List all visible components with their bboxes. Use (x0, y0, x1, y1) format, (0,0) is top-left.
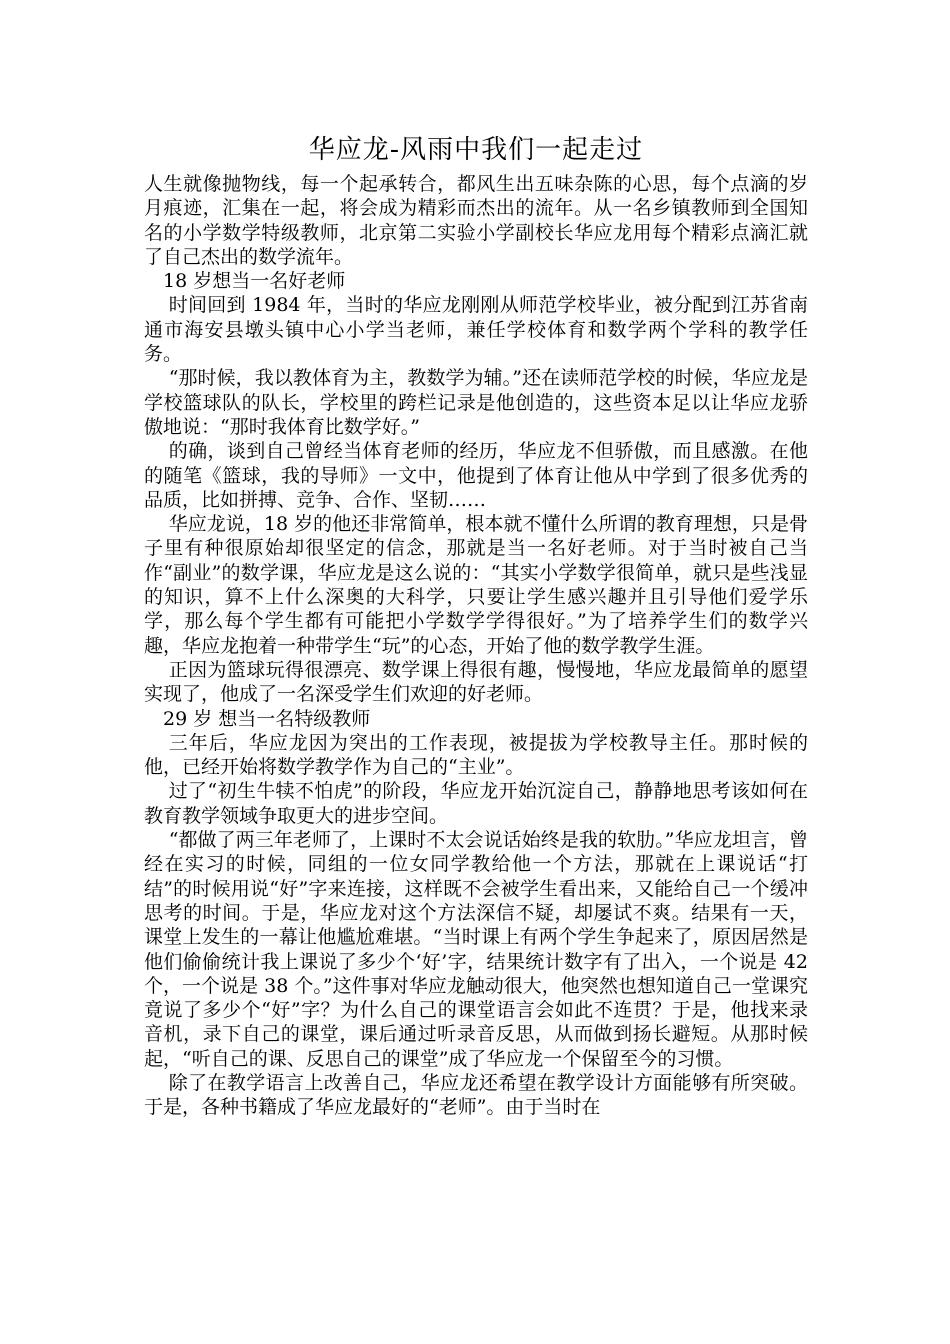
document-title: 华应龙-风雨中我们一起走过 (308, 135, 644, 165)
section-heading-18: 18 岁想当一名好老师 (163, 270, 346, 293)
section-heading-29: 29 岁 想当一名特级教师 (163, 707, 371, 730)
paragraph: 过了“初生牛犊不怕虎”的阶段，华应龙开始沉淀自己，静静地思考该如何在教育教学领域争取更大的进步空间。 (144, 780, 808, 827)
document-page (144, 130, 808, 1120)
paragraph: 时间回到 1984 年，当时的华应龙刚刚从师范学校毕业，被分配到江苏省南通市海安县墩头镇中心小学当老师，兼任学校体育和数学两个学科的教学任务。 (144, 294, 808, 366)
paragraph: 的确，谈到自己曾经当体育老师的经历，华应龙不但骄傲，而且感激。在他的随笔《篮球，我的导师》一文中，他提到了体育让他从中学到了很多优秀的品质，比如拼搏、竞争、合作、坚韧…… (144, 440, 808, 511)
paragraph: 除了在教学语言上改善自己，华应龙还希望在教学设计方面能够有所突破。于是，各种书籍成了华应龙最好的“老师”。由于当时在 (144, 1071, 808, 1119)
paragraph: “都做了两三年老师了，上课时不太会说话始终是我的软肋。”华应龙坦言，曾经在实习的时候，同组的一位女同学教给他一个方法，那就在上课说话“打结”的时候用说“好”字来连接，这样既不会被学生看出来，又能给自己一个缓冲思考的时间。于是，华应龙对这个方法深信不疑，却屡试不爽。结果有一天，课堂上发生的一幕让他尴尬难堪。“当时课上有两个学生争起来了，原因居然是他们偷偷统计我上课说了多少个‘好’字，结果统计数字有了出入，一个说是 42 个，一个说是 38 个。”这件事对华应龙触动很大，他突然也想知道自己一堂课究竟说了多少个“好”字？为什么自己的课堂语言会如此不连贯？于是，他找来录音机，录下自己的课堂，课后通过听录音反思，从而做到扬长避短。从那时候起，“听自己的课、反思自己的课堂”成了华应龙一个保留至今的习惯。 (144, 829, 808, 1070)
document-body (144, 172, 808, 1120)
paragraph: 三年后，华应龙因为突出的工作表现，被提拔为学校教导主任。那时候的他，已经开始将数学教学作为自己的“主业”。 (144, 731, 808, 779)
paragraph: “那时候，我以教体育为主，教数学为辅。”还在读师范学校的时候，华应龙是学校篮球队的队长，学校里的跨栏记录是他创造的，这些资本足以让华应龙骄傲地说：“那时我体育比数学好。” (144, 367, 808, 438)
paragraph: 华应龙说，18 岁的他还非常简单，根本就不懂什么所谓的教育理想，只是骨子里有种很原始却很坚定的信念，那就是当一名好老师。对于当时被自己当作“副业”的数学课，华应龙是这么说的：“其实小学数学很简单，就只是些浅显的知识，算不上什么深奥的大科学，只要让学生感兴趣并且引导他们爱学乐学，那么每个学生都有可能把小学数学学得很好。”为了培养学生们的数学兴趣，华应龙抱着一种带学生“玩”的心态，开始了他的数学教学生涯。 (144, 513, 808, 657)
paragraph-intro: 人生就像抛物线，每一个起承转合，都风生出五味杂陈的心思，每个点滴的岁月痕迹，汇集在一起，将会成为精彩而杰出的流年。从一名乡镇教师到全国知名的小学数学特级教师，北京第二实验小学副校长华应龙用每个精彩点滴汇就了自己杰出的数学流年。 (144, 173, 808, 268)
paragraph: 正因为篮球玩得很漂亮、数学课上得很有趣，慢慢地，华应龙最简单的愿望实现了，他成了一名深受学生们欢迎的好老师。 (144, 658, 808, 706)
